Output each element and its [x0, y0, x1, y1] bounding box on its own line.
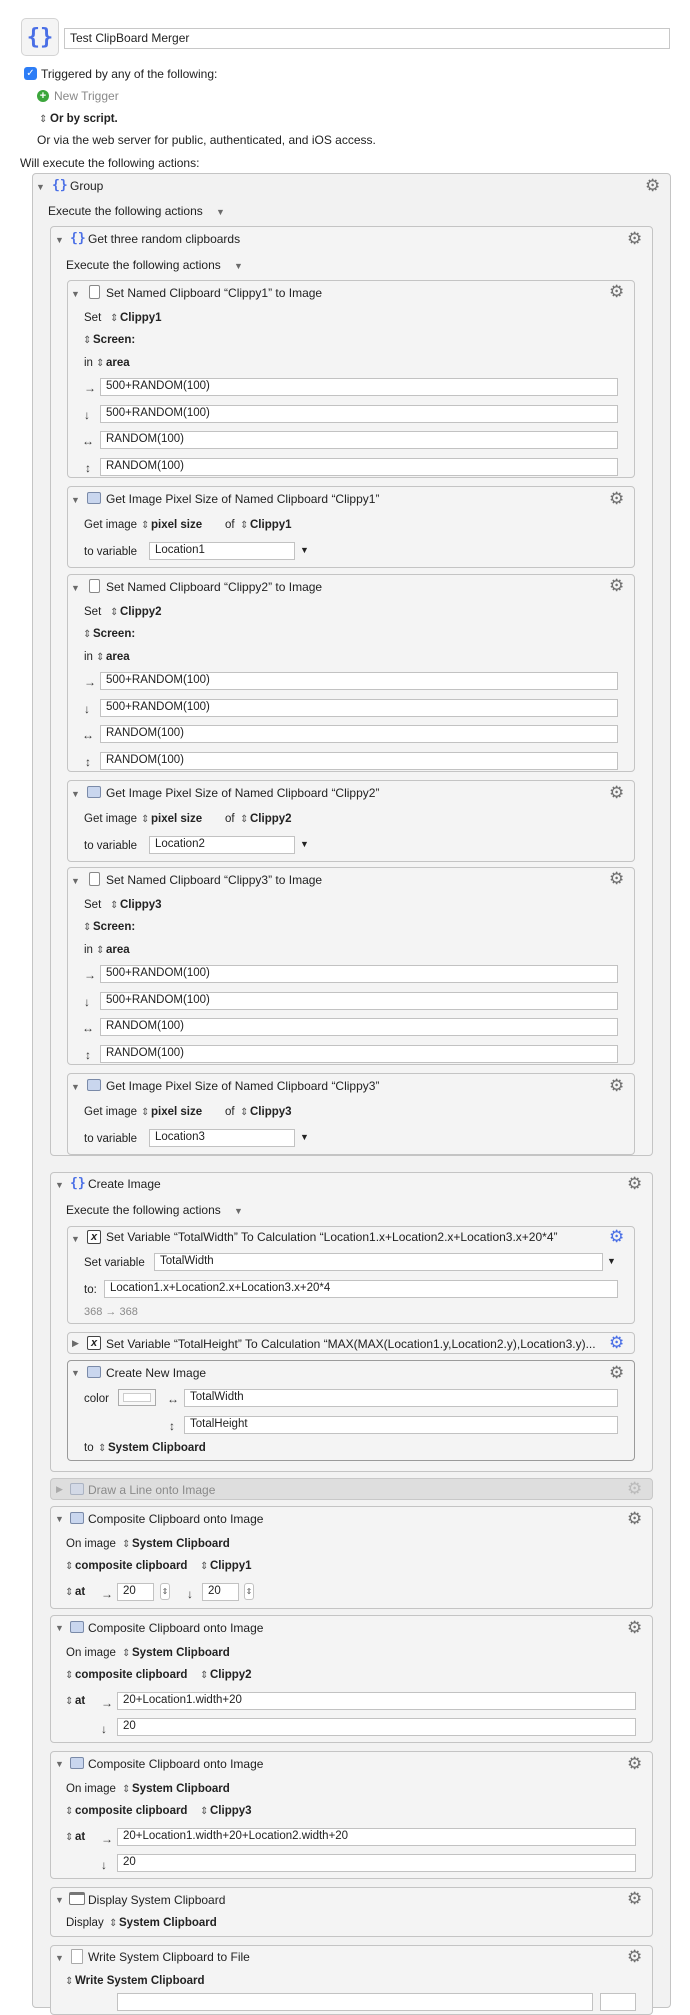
- gear-icon[interactable]: ⚙: [609, 1333, 625, 1352]
- updown-icon: ⇕: [65, 1670, 74, 1681]
- gear-icon[interactable]: ⚙: [609, 869, 625, 888]
- updown-icon: ⇕: [65, 1832, 74, 1843]
- comp3-x-field[interactable]: 20+Location1.width+20+Location2.width+20: [117, 1828, 636, 1846]
- group-disclosure[interactable]: ▼: [36, 182, 45, 192]
- updown-icon: ⇕: [96, 358, 105, 369]
- updown-icon: ⇕: [65, 1587, 74, 1598]
- create-image-title: Create Image: [88, 1177, 161, 1191]
- updown-icon: ⇕: [65, 1696, 74, 1707]
- gear-icon[interactable]: ⚙: [609, 576, 625, 595]
- chevron-down-icon[interactable]: ▼: [607, 1256, 616, 1266]
- in-label: in: [84, 944, 93, 956]
- comp3-image-popup[interactable]: System Clipboard: [132, 1783, 230, 1795]
- new-image-target-popup[interactable]: System Clipboard: [108, 1442, 206, 1454]
- gear-icon[interactable]: ⚙: [627, 229, 643, 248]
- updown-icon: ⇕: [96, 652, 105, 663]
- updown-icon: ⇕: [96, 945, 105, 956]
- arrow-down-icon: ↓: [84, 408, 90, 422]
- comp1-image-popup[interactable]: System Clipboard: [132, 1538, 230, 1550]
- setvar-width-calc-field[interactable]: Location1.x+Location2.x+Location3.x+20*4: [104, 1280, 618, 1298]
- to-label: to:: [84, 1284, 97, 1296]
- web-server-text: Or via the web server for public, authenticated, and iOS access.: [37, 133, 376, 147]
- size2-disclosure[interactable]: ▼: [71, 789, 80, 799]
- macro-name-field[interactable]: Test ClipBoard Merger: [64, 28, 670, 49]
- updown-icon: ⇕: [83, 335, 92, 346]
- updown-icon: ⇕: [122, 1539, 131, 1550]
- clipboard-icon: [89, 872, 100, 886]
- to-label: to: [84, 1442, 94, 1454]
- of-label: of: [225, 519, 235, 531]
- arrow-right-icon: →: [101, 1587, 113, 1601]
- updown-icon: ⇕: [65, 1976, 74, 1987]
- size3-disclosure[interactable]: ▼: [71, 1082, 80, 1092]
- set2-h-field[interactable]: RANDOM(100): [100, 752, 618, 770]
- arrow-ud-icon: ↕: [85, 1048, 91, 1062]
- display-disclosure[interactable]: ▼: [55, 1895, 64, 1905]
- group-icon: {}: [70, 1176, 86, 1191]
- updown-icon: ⇕: [110, 900, 119, 911]
- gear-icon[interactable]: ⚙: [627, 1754, 643, 1773]
- chevron-down-icon[interactable]: ▼: [300, 839, 309, 849]
- set-label: Set: [84, 312, 102, 324]
- to-variable-label: to variable: [84, 1133, 138, 1145]
- clipboard-icon: [89, 579, 100, 593]
- size2-title: Get Image Pixel Size of Named Clipboard “Clippy2”: [106, 786, 380, 800]
- set2-x-field[interactable]: 500+RANDOM(100): [100, 672, 618, 690]
- arrow-down-icon: ↓: [101, 1858, 107, 1872]
- size2-variable-field[interactable]: Location2: [149, 836, 295, 854]
- new-trigger-button[interactable]: New Trigger: [54, 89, 119, 103]
- execute-popup-arrow[interactable]: ▼: [234, 1206, 243, 1216]
- gear-icon[interactable]: ⚙: [627, 1947, 643, 1966]
- arrow-ud-icon: ↕: [169, 1419, 175, 1433]
- arrow-down-icon: ↓: [84, 995, 90, 1009]
- set3-screen-popup[interactable]: Screen:: [93, 921, 136, 933]
- of-label: of: [225, 813, 235, 825]
- set3-y-field[interactable]: 500+RANDOM(100): [100, 992, 618, 1010]
- execute-label: Execute the following actions: [48, 204, 203, 218]
- on-image-label: On image: [66, 1538, 116, 1550]
- arrow-right-icon: →: [84, 675, 96, 689]
- chevron-down-icon[interactable]: ▼: [300, 1132, 309, 1142]
- updown-icon: ⇕: [109, 1918, 118, 1929]
- arrow-right-icon: →: [84, 381, 96, 395]
- updown-icon: ⇕: [141, 814, 150, 825]
- arrow-lr-icon: ↔: [82, 728, 94, 742]
- or-by-script-popup[interactable]: Or by script.: [50, 113, 118, 125]
- comp2-y-field[interactable]: 20: [117, 1718, 636, 1736]
- draw-line-disclosure[interactable]: ▶: [56, 1484, 63, 1494]
- updown-icon: ⇕: [39, 114, 48, 125]
- image-icon: [70, 1483, 84, 1495]
- set3-w-field[interactable]: RANDOM(100): [100, 1018, 618, 1036]
- set-label: Set: [84, 606, 102, 618]
- clipboard-icon: [89, 285, 100, 299]
- set-label: Set: [84, 899, 102, 911]
- set3-clipboard-popup[interactable]: Clippy3: [120, 899, 162, 911]
- calc-result: 368 → 368: [84, 1306, 138, 1318]
- chevron-down-icon[interactable]: ▼: [300, 545, 309, 555]
- comp3-at-popup[interactable]: at: [75, 1831, 86, 1843]
- create-image-disclosure[interactable]: ▼: [55, 1180, 64, 1190]
- comp1-at-popup[interactable]: at: [75, 1586, 86, 1598]
- get-three-title: Get three random clipboards: [88, 232, 241, 246]
- arrow-ud-icon: ↕: [85, 461, 91, 475]
- gear-icon[interactable]: ⚙: [627, 1174, 643, 1193]
- window-icon: [69, 1892, 85, 1905]
- updown-icon: ⇕: [200, 1806, 209, 1817]
- comp2-clipboard-popup[interactable]: Clippy2: [210, 1669, 252, 1681]
- size2-clipboard-popup[interactable]: Clippy2: [250, 813, 292, 825]
- comp3-disclosure[interactable]: ▼: [55, 1759, 64, 1769]
- group-title: Group: [70, 179, 104, 193]
- set1-y-field[interactable]: 500+RANDOM(100): [100, 405, 618, 423]
- arrow-down-icon: ↓: [101, 1722, 107, 1736]
- image-icon: [70, 1512, 84, 1524]
- gear-icon[interactable]: ⚙: [609, 282, 625, 301]
- updown-icon: ⇕: [141, 1107, 150, 1118]
- on-image-label: On image: [66, 1647, 116, 1659]
- comp3-clipboard-popup[interactable]: Clippy3: [210, 1805, 252, 1817]
- display-label: Display: [66, 1917, 104, 1929]
- set3-area-popup[interactable]: area: [106, 944, 130, 956]
- image-icon: [87, 492, 101, 504]
- updown-icon: ⇕: [141, 520, 150, 531]
- comp2-disclosure[interactable]: ▼: [55, 1623, 64, 1633]
- write-disclosure[interactable]: ▼: [55, 1953, 64, 1963]
- updown-icon: ⇕: [240, 1107, 249, 1118]
- to-variable-label: to variable: [84, 840, 138, 852]
- comp1-y-field[interactable]: 20: [202, 1583, 239, 1601]
- file-icon: [71, 1949, 83, 1964]
- image-icon: [70, 1757, 84, 1769]
- comp1-composite-popup[interactable]: composite clipboard: [75, 1560, 188, 1572]
- set1-w-field[interactable]: RANDOM(100): [100, 431, 618, 449]
- updown-icon: ⇕: [240, 520, 249, 531]
- size1-title: Get Image Pixel Size of Named Clipboard “Clippy1”: [106, 492, 380, 506]
- variable-x-icon: x: [87, 1230, 101, 1244]
- updown-icon: ⇕: [200, 1561, 209, 1572]
- write-source-popup[interactable]: Write System Clipboard: [75, 1975, 205, 1987]
- set3-disclosure[interactable]: ▼: [71, 876, 80, 886]
- comp1-x-field[interactable]: 20: [117, 1583, 154, 1601]
- to-variable-label: to variable: [84, 546, 138, 558]
- comp2-x-field[interactable]: 20+Location1.width+20: [117, 1692, 636, 1710]
- execute-label: Execute the following actions: [66, 258, 221, 272]
- draw-line-title: Draw a Line onto Image: [88, 1483, 216, 1497]
- set1-x-field[interactable]: 500+RANDOM(100): [100, 378, 618, 396]
- comp2-composite-popup[interactable]: composite clipboard: [75, 1669, 188, 1681]
- set3-x-field[interactable]: 500+RANDOM(100): [100, 965, 618, 983]
- size1-disclosure[interactable]: ▼: [71, 495, 80, 505]
- new-image-disclosure[interactable]: ▼: [71, 1368, 80, 1378]
- write-select-button[interactable]: [600, 1993, 636, 2011]
- gear-icon[interactable]: ⚙: [645, 176, 661, 195]
- color-swatch[interactable]: [118, 1389, 156, 1406]
- comp2-at-popup[interactable]: at: [75, 1695, 86, 1707]
- arrow-lr-icon: ↔: [82, 1021, 94, 1035]
- image-icon: [87, 1366, 101, 1378]
- comp2-image-popup[interactable]: System Clipboard: [132, 1647, 230, 1659]
- arrow-down-icon: ↓: [84, 702, 90, 716]
- triggers-heading: Triggered by any of the following:: [41, 67, 218, 81]
- set2-area-popup[interactable]: area: [106, 651, 130, 663]
- gear-icon[interactable]: ⚙: [609, 1227, 625, 1246]
- size1-variable-field[interactable]: Location1: [149, 542, 295, 560]
- of-label: of: [225, 1106, 235, 1118]
- trigger-checkbox[interactable]: ✓: [24, 67, 37, 80]
- updown-icon: ⇕: [110, 607, 119, 618]
- updown-icon: ⇕: [65, 1806, 74, 1817]
- set2-disclosure[interactable]: ▼: [71, 583, 80, 593]
- updown-icon: ⇕: [240, 814, 249, 825]
- comp1-x-stepper[interactable]: ⇕: [160, 1583, 170, 1600]
- execute-popup-arrow[interactable]: ▼: [234, 261, 243, 271]
- gear-icon[interactable]: ⚙: [609, 489, 625, 508]
- set1-disclosure[interactable]: ▼: [71, 289, 80, 299]
- set2-title: Set Named Clipboard “Clippy2” to Image: [106, 580, 323, 594]
- will-execute-heading: Will execute the following actions:: [20, 156, 200, 170]
- size2-pixel-size-popup[interactable]: pixel size: [151, 813, 203, 825]
- updown-icon: ⇕: [110, 313, 119, 324]
- gear-icon[interactable]: ⚙: [609, 783, 625, 802]
- in-label: in: [84, 651, 93, 663]
- comp1-disclosure[interactable]: ▼: [55, 1514, 64, 1524]
- write-title: Write System Clipboard to File: [88, 1950, 250, 1964]
- updown-icon: ⇕: [83, 922, 92, 933]
- setvar-height-disclosure[interactable]: ▶: [72, 1338, 79, 1348]
- setvar-width-variable-field[interactable]: TotalWidth: [154, 1253, 603, 1271]
- set2-y-field[interactable]: 500+RANDOM(100): [100, 699, 618, 717]
- set2-clipboard-popup[interactable]: Clippy2: [120, 606, 162, 618]
- add-trigger-icon[interactable]: +: [37, 90, 49, 102]
- updown-icon: ⇕: [65, 1561, 74, 1572]
- comp1-clipboard-popup[interactable]: Clippy1: [210, 1560, 252, 1572]
- comp3-title: Composite Clipboard onto Image: [88, 1757, 264, 1771]
- in-label: in: [84, 357, 93, 369]
- image-icon: [87, 1079, 101, 1091]
- set3-h-field[interactable]: RANDOM(100): [100, 1045, 618, 1063]
- group-icon: {}: [52, 178, 68, 193]
- gear-icon[interactable]: ⚙: [609, 1363, 625, 1382]
- setvar-width-title: Set Variable “TotalWidth” To Calculation “Location1.x+Location2.x+Location3.x+20*4”: [106, 1230, 558, 1244]
- execute-popup-arrow[interactable]: ▼: [216, 207, 225, 217]
- set1-title: Set Named Clipboard “Clippy1” to Image: [106, 286, 323, 300]
- updown-icon: ⇕: [122, 1648, 131, 1659]
- updown-icon: ⇕: [98, 1443, 107, 1454]
- display-title: Display System Clipboard: [88, 1893, 226, 1907]
- setvar-width-disclosure[interactable]: ▼: [71, 1234, 80, 1244]
- arrow-down-icon: ↓: [187, 1587, 193, 1601]
- get-image-label: Get image: [84, 1106, 138, 1118]
- set1-area-popup[interactable]: area: [106, 357, 130, 369]
- comp1-y-stepper[interactable]: ⇕: [244, 1583, 254, 1600]
- setvar-height-title: Set Variable “TotalHeight” To Calculation “MAX(MAX(Location1.y,Location2.y),Location3.y)...: [106, 1337, 596, 1351]
- set2-w-field[interactable]: RANDOM(100): [100, 725, 618, 743]
- gear-icon[interactable]: ⚙: [627, 1509, 643, 1528]
- set1-h-field[interactable]: RANDOM(100): [100, 458, 618, 476]
- comp3-y-field[interactable]: 20: [117, 1854, 636, 1872]
- size3-variable-field[interactable]: Location3: [149, 1129, 295, 1147]
- gear-icon[interactable]: ⚙: [627, 1889, 643, 1908]
- updown-icon: ⇕: [200, 1670, 209, 1681]
- size3-pixel-size-popup[interactable]: pixel size: [151, 1106, 203, 1118]
- comp1-title: Composite Clipboard onto Image: [88, 1512, 264, 1526]
- gear-icon[interactable]: ⚙: [627, 1618, 643, 1637]
- comp2-title: Composite Clipboard onto Image: [88, 1621, 264, 1635]
- comp3-composite-popup[interactable]: composite clipboard: [75, 1805, 188, 1817]
- set3-title: Set Named Clipboard “Clippy3” to Image: [106, 873, 323, 887]
- get-image-label: Get image: [84, 519, 138, 531]
- updown-icon: ⇕: [83, 629, 92, 640]
- arrow-lr-icon: ↔: [82, 434, 94, 448]
- image-icon: [87, 786, 101, 798]
- gear-icon[interactable]: ⚙: [627, 1479, 643, 1498]
- on-image-label: On image: [66, 1783, 116, 1795]
- write-path-field[interactable]: [117, 1993, 593, 2011]
- arrow-right-icon: →: [101, 1696, 113, 1710]
- display-target-popup[interactable]: System Clipboard: [119, 1917, 217, 1929]
- set2-screen-popup[interactable]: Screen:: [93, 628, 136, 640]
- color-label: color: [84, 1393, 109, 1405]
- new-image-height-field[interactable]: TotalHeight: [184, 1416, 618, 1434]
- arrow-right-icon: →: [84, 968, 96, 982]
- arrow-ud-icon: ↕: [85, 755, 91, 769]
- get-three-disclosure[interactable]: ▼: [55, 235, 64, 245]
- set1-clipboard-popup[interactable]: Clippy1: [120, 312, 162, 324]
- group-icon: {}: [70, 231, 86, 246]
- image-icon: [70, 1621, 84, 1633]
- updown-icon: ⇕: [122, 1784, 131, 1795]
- size3-title: Get Image Pixel Size of Named Clipboard “Clippy3”: [106, 1079, 380, 1093]
- new-image-width-field[interactable]: TotalWidth: [184, 1389, 618, 1407]
- macro-icon: {}: [21, 18, 59, 56]
- arrow-lr-icon: ↔: [167, 1392, 179, 1406]
- size1-clipboard-popup[interactable]: Clippy1: [250, 519, 292, 531]
- gear-icon[interactable]: ⚙: [609, 1076, 625, 1095]
- arrow-right-icon: →: [101, 1832, 113, 1846]
- set-variable-label: Set variable: [84, 1257, 145, 1269]
- variable-x-icon: x: [87, 1336, 101, 1350]
- set1-screen-popup[interactable]: Screen:: [93, 334, 136, 346]
- get-image-label: Get image: [84, 813, 138, 825]
- size1-pixel-size-popup[interactable]: pixel size: [151, 519, 203, 531]
- new-image-title: Create New Image: [106, 1366, 207, 1380]
- size3-clipboard-popup[interactable]: Clippy3: [250, 1106, 292, 1118]
- execute-label: Execute the following actions: [66, 1203, 221, 1217]
